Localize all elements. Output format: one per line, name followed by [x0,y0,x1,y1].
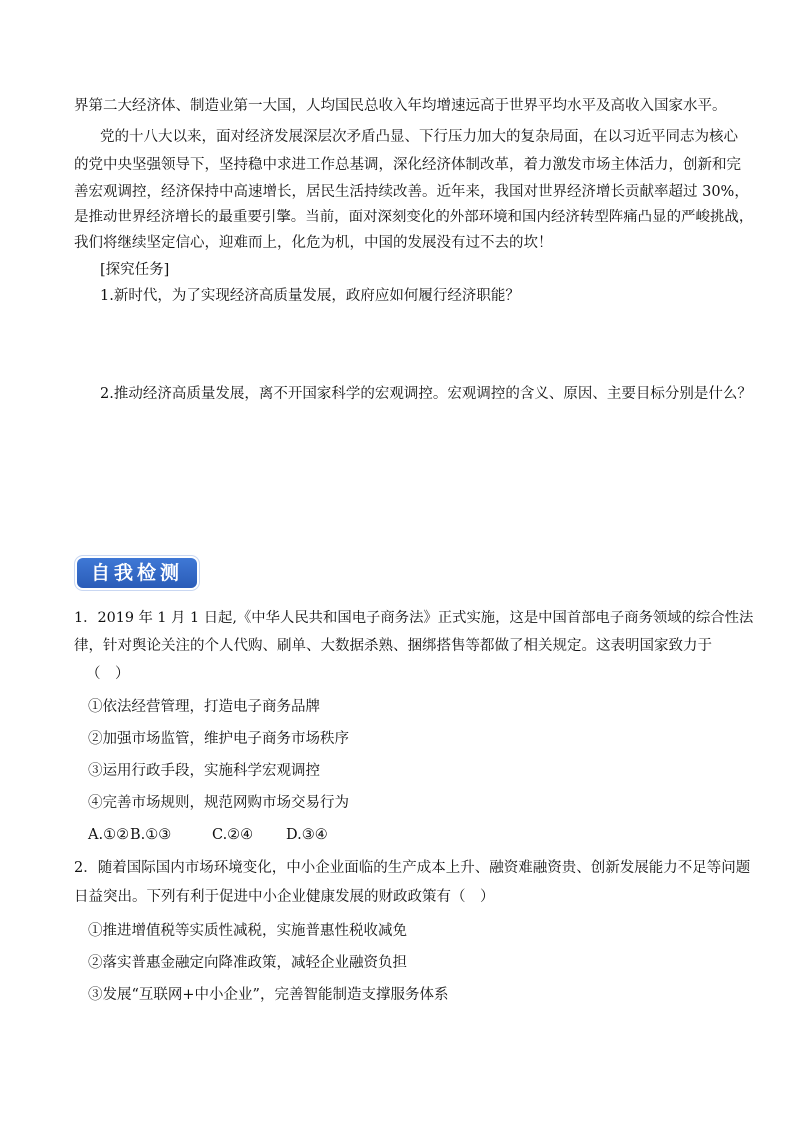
intro-line-1: 界第二大经济体、制造业第一大国，人均国民总收入年均增速远高于世界平均水平及高收入国家水平。 [74,98,727,114]
intro-line-5: 是推动世界经济增长的最重要引擎。当前，面对深刻变化的外部环境和国内经济转型阵痛凸显的严峻挑战， [74,209,754,225]
task-question-2: 2.推动经济高质量发展，离不开国家科学的宏观调控。宏观调控的含义、原因、主要目标分别是什么？ [100,386,752,402]
task-heading: [探究任务] [100,262,170,278]
intro-line-2: 党的十八大以来，面对经济发展深层次矛盾凸显、下行压力加大的复杂局面，在以习近平同志为核心 [100,129,738,145]
q1-stem-line-3: （ ） [86,666,130,682]
q1-option-3: ③运用行政手段，实施科学宏观调控 [88,763,320,779]
q1-stem-line-2: 律，针对舆论关注的个人代购、刷单、大数据杀熟、捆绑搭售等都做了相关规定。这表明国家致力于 [74,638,712,654]
q2-option-1: ①推进增值税等实质性减税，实施普惠性税收减免 [88,923,407,939]
task-question-1: 1.新时代，为了实现经济高质量发展，政府应如何履行经济职能？ [100,288,520,304]
q2-stem-line-2: 日益突出。下列有利于促进中小企业健康发展的财政政策有（ ） [74,889,495,905]
q2-option-2: ②落实普惠金融定向降准政策，减轻企业融资负担 [88,955,407,971]
intro-line-3: 的党中央坚强领导下，坚持稳中求进工作总基调，深化经济体制改革，着力激发市场主体活力，创新和完 [74,157,741,173]
intro-line-6: 我们将继续坚定信心，迎难而上，化危为机，中国的发展没有过不去的坎！ [74,235,553,251]
section-title-badge: 自我检测 [77,558,197,588]
q1-answer-c: C.②④ [212,827,254,843]
q1-option-1: ①依法经营管理，打造电子商务品牌 [88,699,320,715]
q1-answer-a: A.①② [88,827,130,843]
q1-answer-b: B.①③ [130,827,172,843]
q1-option-2: ②加强市场监管，维护电子商务市场秩序 [88,731,349,747]
q1-option-4: ④完善市场规则，规范网购市场交易行为 [88,795,349,811]
q2-option-3: ③发展“互联网+中小企业”，完善智能制造支撑服务体系 [88,987,449,1003]
intro-line-4: 善宏观调控，经济保持中高速增长，居民生活持续改善。近年来，我国对世界经济增长贡献率超过 30%， [74,184,749,200]
q1-stem-line-1: 1．2019 年 1 月 1 日起,《中华人民共和国电子商务法》正式实施，这是中国首部电子商务领域的综合性法 [74,610,754,626]
q1-answer-d: D.③④ [286,827,328,843]
q2-stem-line-1: 2．随着国际国内市场环境变化，中小企业面临的生产成本上升、融资难融资贵、创新发展能力不足等问题 [74,860,751,876]
